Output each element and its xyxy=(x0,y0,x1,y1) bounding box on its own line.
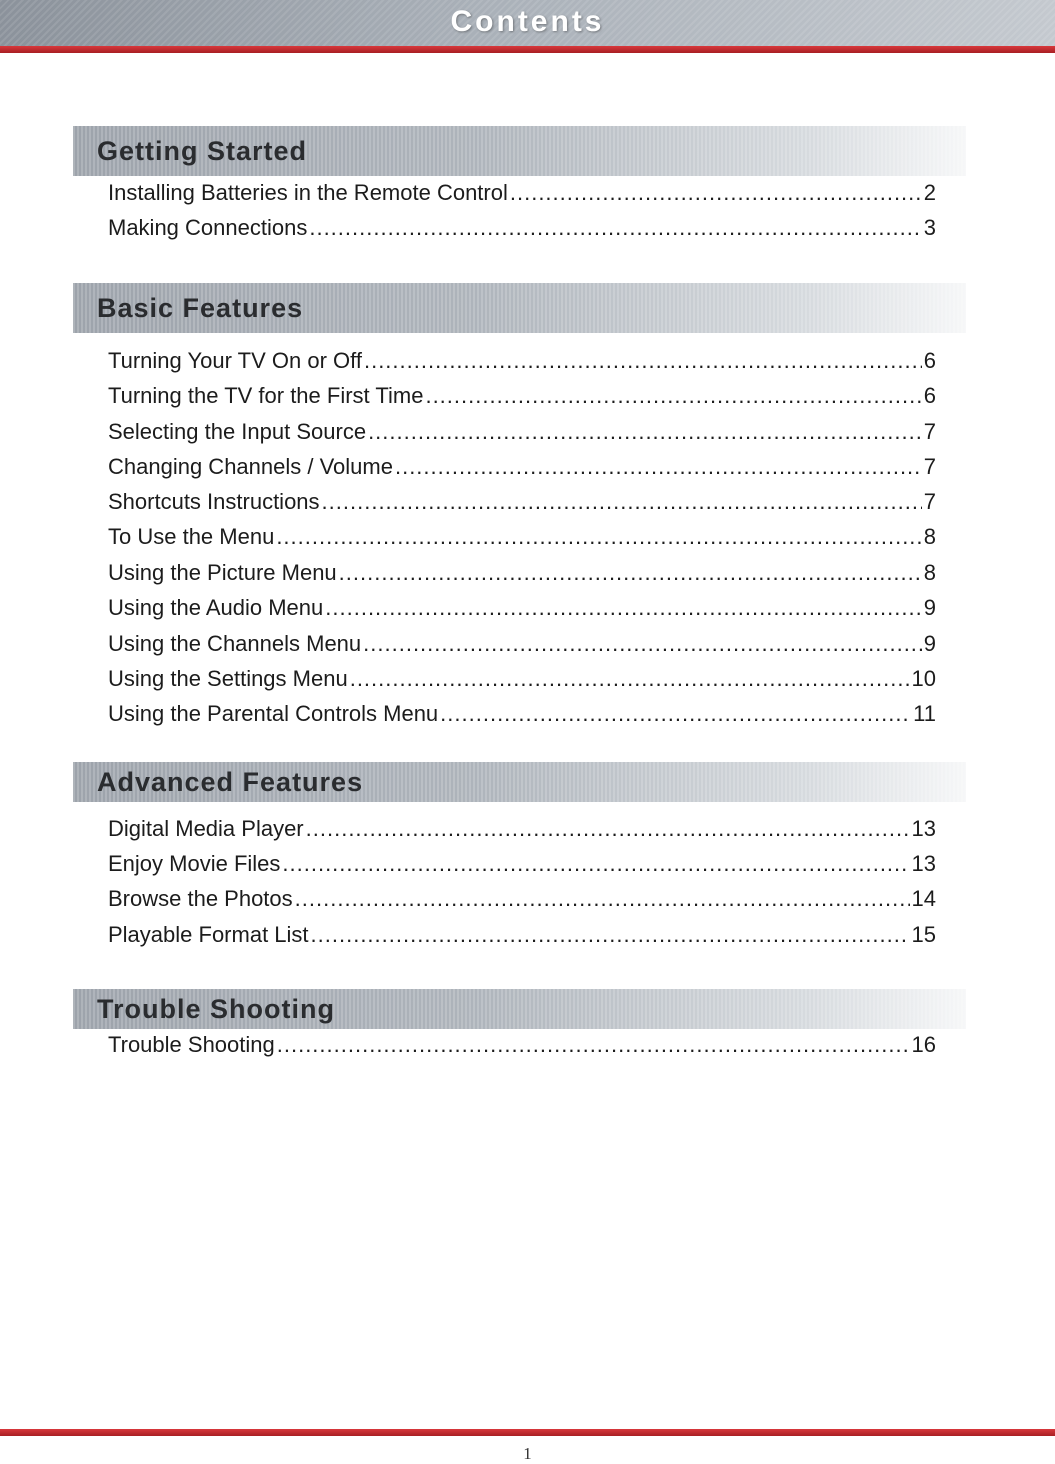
dot-leader xyxy=(325,595,921,621)
dot-leader xyxy=(306,816,910,842)
toc-entry-label: Installing Batteries in the Remote Control xyxy=(108,180,508,205)
dot-leader xyxy=(311,922,910,948)
dot-leader xyxy=(277,1032,910,1058)
toc-entry-label: To Use the Menu xyxy=(108,524,275,549)
footer-red-rule xyxy=(0,1429,1055,1436)
toc-entry-page: 3 xyxy=(923,215,936,240)
toc-entry-page: 14 xyxy=(911,886,936,911)
section-title: Advanced Features xyxy=(97,767,364,797)
toc-entry[interactable] xyxy=(108,348,936,378)
toc-entry-page: 15 xyxy=(911,922,936,947)
toc-entry-page: 7 xyxy=(923,419,936,444)
contents-header-banner xyxy=(0,0,1055,46)
section-header-trouble-shooting xyxy=(73,989,966,1029)
dot-leader xyxy=(510,180,922,206)
section-title: Getting Started xyxy=(97,136,308,166)
toc-entry[interactable] xyxy=(108,215,936,245)
toc-entry-label: Using the Channels Menu xyxy=(108,631,362,656)
toc-entry-label: Enjoy Movie Files xyxy=(108,851,281,876)
toc-entry[interactable] xyxy=(108,816,936,846)
toc-entry-page: 10 xyxy=(911,666,936,691)
toc-entry[interactable] xyxy=(108,595,936,625)
dot-leader xyxy=(368,419,922,445)
toc-entry[interactable] xyxy=(108,851,936,881)
dot-leader xyxy=(364,348,922,374)
toc-entry-page: 6 xyxy=(923,383,936,408)
section-title: Basic Features xyxy=(97,293,304,323)
dot-leader xyxy=(309,215,921,241)
toc-entry-page: 8 xyxy=(923,524,936,549)
toc-entry-label: Shortcuts Instructions xyxy=(108,489,320,514)
dot-leader xyxy=(425,383,921,409)
toc-entry[interactable] xyxy=(108,489,936,519)
toc-entry-label: Using the Settings Menu xyxy=(108,666,348,691)
section-header-getting-started xyxy=(73,126,966,176)
header-red-rule xyxy=(0,46,1055,53)
dot-leader xyxy=(363,631,922,657)
toc-entry-label: Digital Media Player xyxy=(108,816,304,841)
toc-entry[interactable] xyxy=(108,1032,936,1062)
toc-entry-page: 11 xyxy=(913,701,936,726)
page-title: Contents xyxy=(450,5,605,38)
section-title: Trouble Shooting xyxy=(97,994,335,1024)
section-header-advanced-features xyxy=(73,762,966,802)
dot-leader xyxy=(322,489,922,515)
toc-entry-page: 13 xyxy=(911,816,936,841)
page-number: 1 xyxy=(523,1444,532,1463)
toc-entry-label: Turning the TV for the First Time xyxy=(108,383,424,408)
toc-entry[interactable] xyxy=(108,631,936,661)
toc-entry[interactable] xyxy=(108,180,936,210)
toc-entry-label: Using the Picture Menu xyxy=(108,560,337,585)
toc-entry-label: Using the Parental Controls Menu xyxy=(108,701,439,726)
toc-entry-page: 9 xyxy=(923,595,936,620)
toc-entry-page: 7 xyxy=(923,489,936,514)
toc-entry[interactable] xyxy=(108,454,936,484)
dot-leader xyxy=(395,454,922,480)
toc-entry-page: 13 xyxy=(911,851,936,876)
toc-entry[interactable] xyxy=(108,419,936,449)
dot-leader xyxy=(440,701,911,727)
toc-entry-page: 8 xyxy=(923,560,936,585)
toc-entry-label: Playable Format List xyxy=(108,922,309,947)
toc-entry-label: Changing Channels / Volume xyxy=(108,454,393,479)
toc-entry[interactable] xyxy=(108,666,936,696)
dot-leader xyxy=(350,666,910,692)
toc-entry[interactable] xyxy=(108,524,936,554)
toc-entry-label: Selecting the Input Source xyxy=(108,419,367,444)
toc-entry-label: Making Connections xyxy=(108,215,308,240)
toc-entry-page: 6 xyxy=(923,348,936,373)
toc-entry[interactable] xyxy=(108,886,936,916)
dot-leader xyxy=(276,524,921,550)
toc-entry-page: 2 xyxy=(923,180,936,205)
toc-entry-label: Turning Your TV On or Off xyxy=(108,348,362,373)
toc-entry-page: 16 xyxy=(911,1032,936,1057)
dot-leader xyxy=(339,560,922,586)
toc-entry[interactable] xyxy=(108,560,936,590)
toc-entry[interactable] xyxy=(108,383,936,413)
section-header-basic-features xyxy=(73,283,966,333)
toc-entry-page: 7 xyxy=(923,454,936,479)
toc-entry-label: Browse the Photos xyxy=(108,886,293,911)
dot-leader xyxy=(282,851,909,877)
toc-entry-label: Trouble Shooting xyxy=(108,1032,275,1057)
toc-entry[interactable] xyxy=(108,701,936,731)
toc-entry-label: Using the Audio Menu xyxy=(108,595,324,620)
toc-entry-page: 9 xyxy=(923,631,936,656)
dot-leader xyxy=(295,886,910,912)
toc-entry[interactable] xyxy=(108,922,936,952)
